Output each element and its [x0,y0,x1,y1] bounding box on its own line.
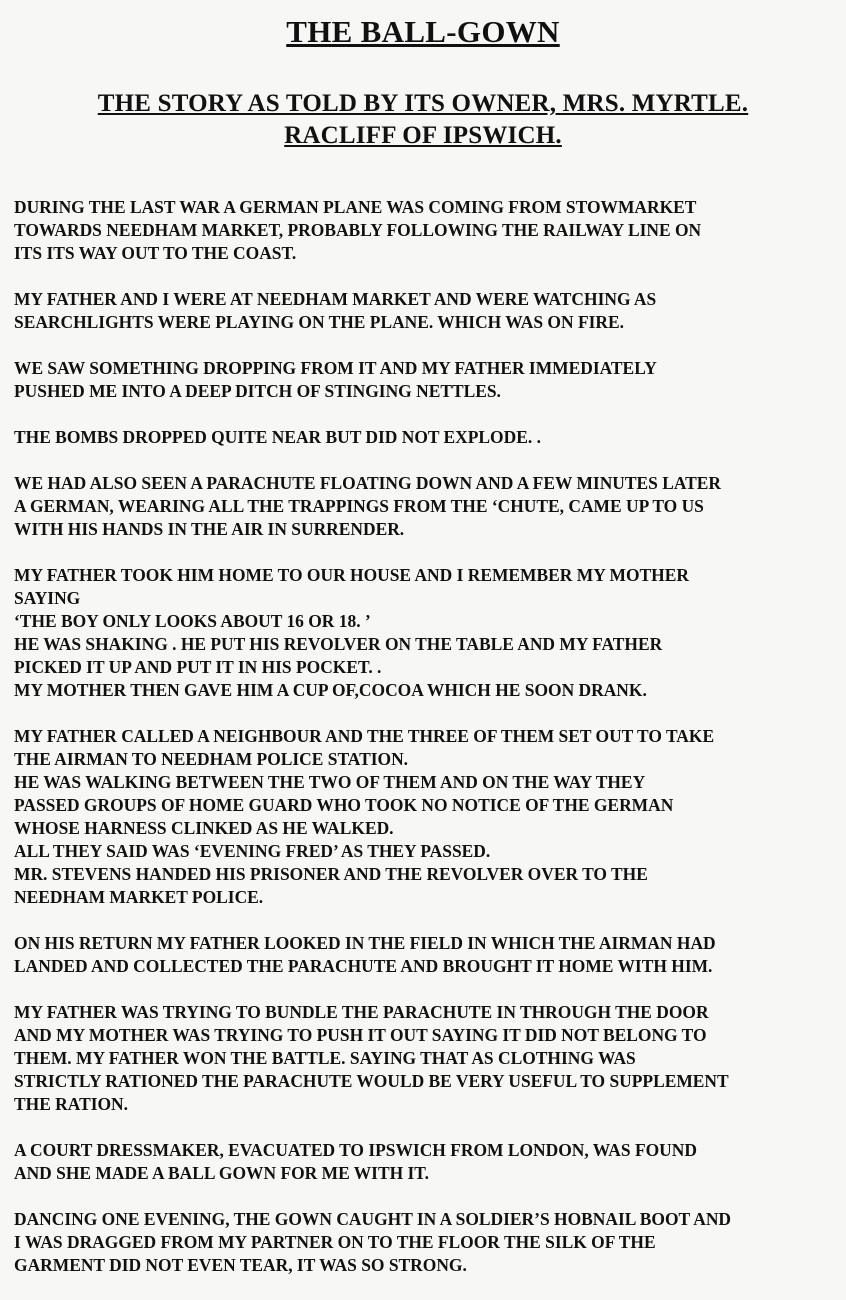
paragraph-line: ITS ITS WAY OUT TO THE COAST. [14,243,297,263]
paragraph-line: THEM. MY FATHER WON THE BATTLE. SAYING THAT AS CLOTHING WAS [14,1048,636,1068]
paragraph-line: MR. STEVENS HANDED HIS PRISONER AND THE REVOLVER OVER TO THE [14,864,648,884]
paragraph-line: MY FATHER WAS TRYING TO BUNDLE THE PARACHUTE IN THROUGH THE DOOR [14,1002,709,1022]
story-body [14,196,844,1300]
paragraph-line: MY FATHER AND I WERE AT NEEDHAM MARKET AND WERE WATCHING AS [14,289,657,309]
paragraph-line: NEEDHAM MARKET POLICE. [14,887,264,907]
paragraph-line: SEARCHLIGHTS WERE PLAYING ON THE PLANE. WHICH WAS ON FIRE. [14,312,624,332]
paragraph-line: A COURT DRESSMAKER, EVACUATED TO IPSWICH FROM LONDON, WAS FOUND [14,1140,697,1160]
paragraph-line: WHOSE HARNESS CLINKED AS HE WALKED. [14,818,394,838]
story-paragraph [14,426,844,449]
story-paragraph [14,564,844,702]
paragraph-line: HE WAS SHAKING . HE PUT HIS REVOLVER ON THE TABLE AND MY FATHER [14,634,663,654]
paragraph-line: TOWARDS NEEDHAM MARKET, PROBABLY FOLLOWING THE RAILWAY LINE ON [14,220,702,240]
paragraph-line: AND SHE MADE A BALL GOWN FOR ME WITH IT. [14,1163,430,1183]
paragraph-line: HE WAS WALKING BETWEEN THE TWO OF THEM AND ON THE WAY THEY [14,772,646,792]
paragraph-line: WITH HIS HANDS IN THE AIR IN SURRENDER. [14,519,405,539]
paragraph-line: PUSHED ME INTO A DEEP DITCH OF STINGING NETTLES. [14,381,501,401]
paragraph-line: AND MY MOTHER WAS TRYING TO PUSH IT OUT SAYING IT DID NOT BELONG TO [14,1025,707,1045]
paragraph-line: MY MOTHER THEN GAVE HIM A CUP OF,COCOA WHICH HE SOON DRANK. [14,680,647,700]
paragraph-line: I WAS DRAGGED FROM MY PARTNER ON TO THE FLOOR THE SILK OF THE [14,1232,656,1252]
story-paragraph [14,725,844,909]
story-paragraph [14,1001,844,1116]
story-paragraph [14,1139,844,1185]
paragraph-line: SAYING [14,588,81,608]
paragraph-line: ‘THE BOY ONLY LOOKS ABOUT 16 OR 18. ’ [14,611,371,631]
document-subtitle [0,88,846,152]
paragraph-line: STRICTLY RATIONED THE PARACHUTE WOULD BE VERY USEFUL TO SUPPLEMENT [14,1071,729,1091]
paragraph-line: LANDED AND COLLECTED THE PARACHUTE AND BROUGHT IT HOME WITH HIM. [14,956,713,976]
subtitle-line: THE STORY AS TOLD BY ITS OWNER, MRS. MYRTLE. [97,90,749,117]
paragraph-line: THE AIRMAN TO NEEDHAM POLICE STATION. [14,749,409,769]
paragraph-line: PASSED GROUPS OF HOME GUARD WHO TOOK NO NOTICE OF THE GERMAN [14,795,674,815]
paragraph-line: THE RATION. [14,1094,129,1114]
story-paragraph [14,357,844,403]
subtitle-line: RACLIFF OF IPSWICH. [284,122,562,149]
story-paragraph [14,472,844,541]
story-paragraph [14,1208,844,1277]
paragraph-line: DURING THE LAST WAR A GERMAN PLANE WAS COMING FROM STOWMARKET [14,197,697,217]
story-paragraph [14,196,844,265]
paragraph-line: WE SAW SOMETHING DROPPING FROM IT AND MY FATHER IMMEDIATELY [14,358,657,378]
paragraph-line: PICKED IT UP AND PUT IT IN HIS POCKET. . [14,657,382,677]
paragraph-line: ON HIS RETURN MY FATHER LOOKED IN THE FIELD IN WHICH THE AIRMAN HAD [14,933,716,953]
paragraph-line: A GERMAN, WEARING ALL THE TRAPPINGS FROM THE ‘CHUTE, CAME UP TO US [14,496,704,516]
paragraph-line: GARMENT DID NOT EVEN TEAR, IT WAS SO STRONG. [14,1255,467,1275]
story-paragraph [14,288,844,334]
paragraph-line: WE HAD ALSO SEEN A PARACHUTE FLOATING DOWN AND A FEW MINUTES LATER [14,473,721,493]
paragraph-line: MY FATHER CALLED A NEIGHBOUR AND THE THREE OF THEM SET OUT TO TAKE [14,726,715,746]
paragraph-line: ALL THEY SAID WAS ‘EVENING FRED’ AS THEY PASSED. [14,841,491,861]
paragraph-line: THE BOMBS DROPPED QUITE NEAR BUT DID NOT EXPLODE. . [14,427,541,447]
story-paragraph [14,932,844,978]
document-title: THE BALL-GOWN [286,14,560,49]
paragraph-line: MY FATHER TOOK HIM HOME TO OUR HOUSE AND I REMEMBER MY MOTHER [14,565,689,585]
paragraph-line: DANCING ONE EVENING, THE GOWN CAUGHT IN A SOLDIER’S HOBNAIL BOOT AND [14,1209,732,1229]
